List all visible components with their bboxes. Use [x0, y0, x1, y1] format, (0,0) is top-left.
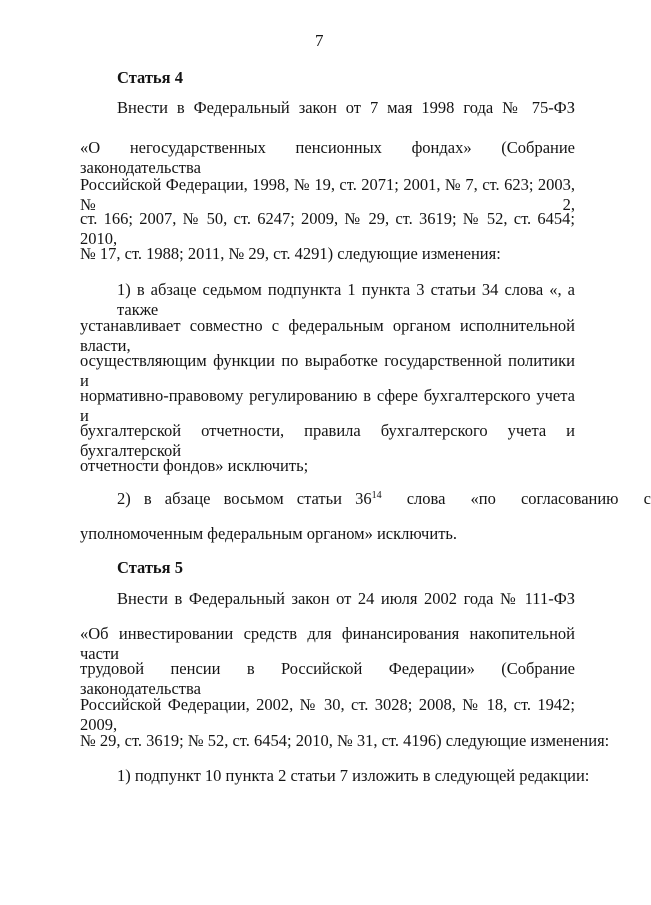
- article-5-intro-line: «Об инвестировании средств для финансирования накопительной части: [80, 624, 575, 663]
- article-4-heading: Статья 4: [117, 68, 183, 87]
- article-4-item-1-line: отчетности фондов» исключить;: [80, 456, 309, 475]
- article-4-intro-line: «О негосударственных пенсионных фондах» (Собрание законодательства: [80, 138, 575, 177]
- article-5-intro-line: № 29, ст. 3619; № 52, ст. 6454; 2010, № 31, ст. 4196) следующие изменения:: [80, 731, 610, 750]
- article-4-item-1-line: 1) в абзаце седьмом подпункта 1 пункта 3 статьи 34 слова «, а также: [117, 280, 575, 319]
- article-5-intro-line: Российской Федерации, 2002, № 30, ст. 3028; 2008, № 18, ст. 1942; 2009,: [80, 695, 575, 734]
- article-4-item-2-line: [117, 489, 651, 509]
- article-5-intro-line: трудовой пенсии в Российской Федерации» (Собрание законодательства: [80, 659, 575, 698]
- article-4-intro-line: ст. 166; 2007, № 50, ст. 6247; 2009, № 29, ст. 3619; № 52, ст. 6454; 2010,: [80, 209, 575, 248]
- article-4-intro-line: Внести в Федеральный закон от 7 мая 1998 года № 75-ФЗ: [117, 98, 575, 117]
- article-4-item-1-line: нормативно-правовому регулированию в сфере бухгалтерского учета и: [80, 386, 575, 425]
- article-4-item-2-text-end: слова «по согласованию с: [381, 489, 651, 508]
- article-4-item-1-line: бухгалтерской отчетности, правила бухгалтерского учета и бухгалтерской: [80, 421, 575, 460]
- article-4-intro-line: Российской Федерации, 1998, № 19, ст. 2071; 2001, № 7, ст. 623; 2003, № 2,: [80, 175, 575, 214]
- article-5-heading: Статья 5: [117, 558, 183, 577]
- page-number: 7: [315, 31, 324, 50]
- article-4-item-2-line: уполномоченным федеральным органом» исключить.: [80, 524, 458, 543]
- article-4-item-2-text: 2) в абзаце восьмом статьи 36: [117, 489, 372, 508]
- article-4-item-1-line: осуществляющим функции по выработке государственной политики и: [80, 351, 575, 390]
- article-4-item-1-line: устанавливает совместно с федеральным органом исполнительной власти,: [80, 316, 575, 355]
- article-36-superscript: 14: [371, 490, 382, 501]
- article-5-intro-line: Внести в Федеральный закон от 24 июля 2002 года № 111-ФЗ: [117, 589, 575, 608]
- article-4-intro-line: № 17, ст. 1988; 2011, № 29, ст. 4291) следующие изменения:: [80, 244, 501, 263]
- article-5-item-1-line: 1) подпункт 10 пункта 2 статьи 7 изложить в следующей редакции:: [117, 766, 590, 785]
